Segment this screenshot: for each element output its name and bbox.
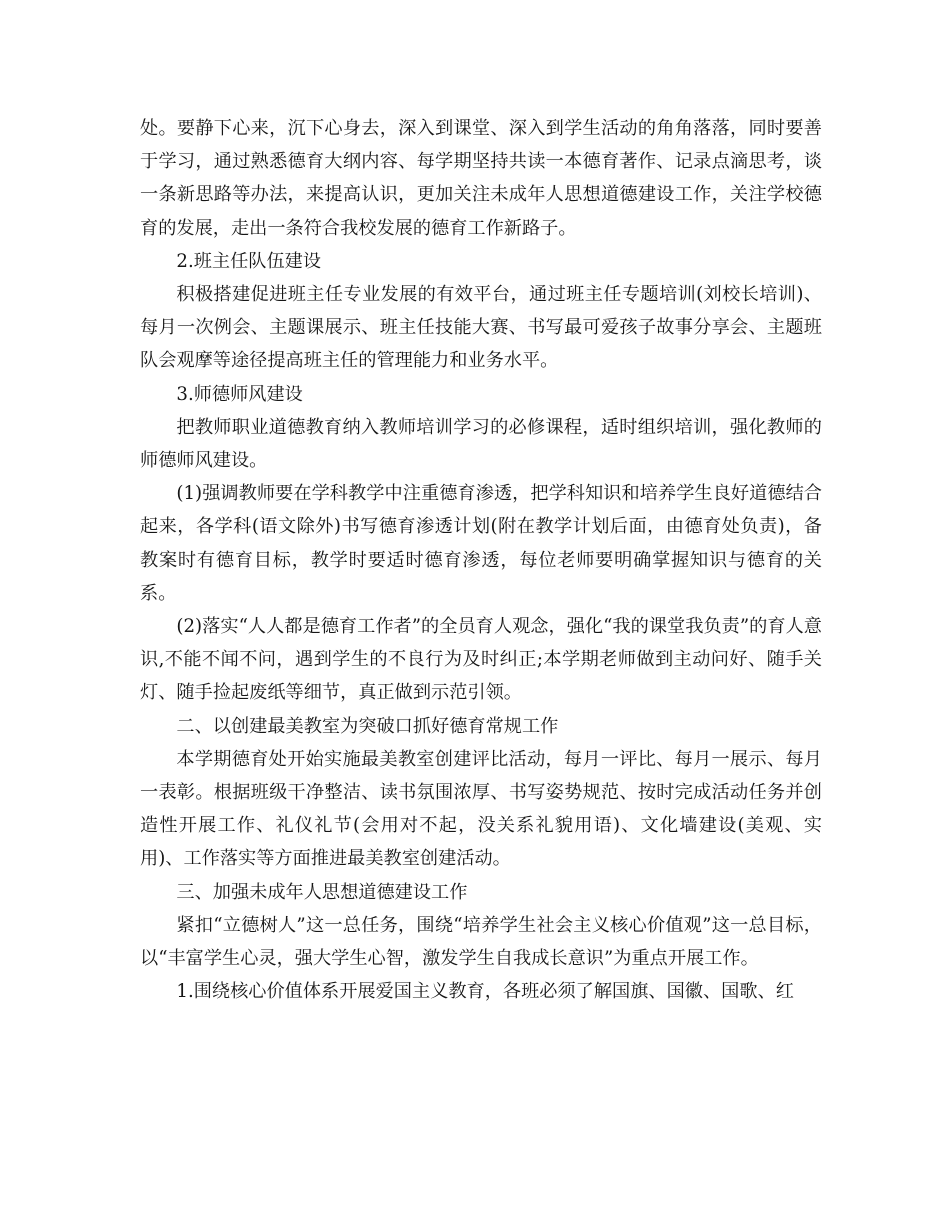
paragraph-teacher-ethics-training: 把教师职业道德教育纳入教师培训学习的必修课程，适时组织培训，强化教师的师德师风建设。 bbox=[140, 416, 822, 472]
list-item-patriotic-education: 1.围绕核心价值体系开展爱国主义教育，各班必须了解国旗、国徽、国歌、红 bbox=[176, 981, 794, 1003]
paragraph-class-teacher-platform: 积极搭建促进班主任专业发展的有效平台，通过班主任专题培训(刘校长培训)、每月一次例会、主题课展示、班主任技能大赛、书写最可爱孩子故事分享会、主题班队会观摩等途径提高班主任的管理能力和业务水平。 bbox=[140, 284, 822, 372]
document-body bbox=[140, 112, 822, 1008]
paragraph-core-values-goal: 紧扣“立德树人”这一总任务，围绕“培养学生社会主义核心价值观”这一总目标，以“丰富学生心灵，强大学生心智，激发学生自我成长意识”为重点开展工作。 bbox=[140, 914, 822, 970]
section-heading-teacher-ethics: 3.师德师风建设 bbox=[176, 383, 303, 405]
section-heading-class-teacher-team: 2.班主任队伍建设 bbox=[176, 250, 322, 272]
list-item-moral-penetration: (1)强调教师要在学科教学中注重德育渗透，把学科知识和培养学生良好道德结合起来，各学科(语文除外)书写德育渗透计划(附在教学计划后面，由德育处负责)，备教案时有德育目标，教学时要适时德育渗透，每位老师要明确掌握知识与德育的关系。 bbox=[140, 483, 822, 604]
paragraph-continuation: 处。要静下心来，沉下心身去，深入到课堂、深入到学生活动的角角落落，同时要善于学习，通过熟悉德育大纲内容、每学期坚持共读一本德育著作、记录点滴思考，谈一条新思路等办法，来提高认识，更加关注未成年人思想道德建设工作，关注学校德育的发展，走出一条符合我校发展的德育工作新路子。 bbox=[140, 118, 822, 239]
paragraph-beautiful-classroom-activity: 本学期德育处开始实施最美教室创建评比活动，每月一评比、每月一展示、每月一表彰。根据班级干净整洁、读书氛围浓厚、书写姿势规范、按时完成活动任务并创造性开展工作、礼仪礼节(会用对不起，没关系礼貌用语)、文化墙建设(美观、实用)、工作落实等方面推进最美教室创建活动。 bbox=[140, 748, 822, 870]
list-item-all-staff-education: (2)落实“人人都是德育工作者”的全员育人观念，强化“我的课堂我负责”的育人意识,不能不闻不问，遇到学生的不良行为及时纠正;本学期老师做到主动问好、随手关灯、随手捡起废纸等细节，真正做到示范引领。 bbox=[140, 616, 822, 704]
section-heading-beautiful-classroom: 二、以创建最美教室为突破口抓好德育常规工作 bbox=[176, 715, 559, 737]
section-heading-minor-moral-construction: 三、加强未成年人思想道德建设工作 bbox=[176, 881, 468, 903]
